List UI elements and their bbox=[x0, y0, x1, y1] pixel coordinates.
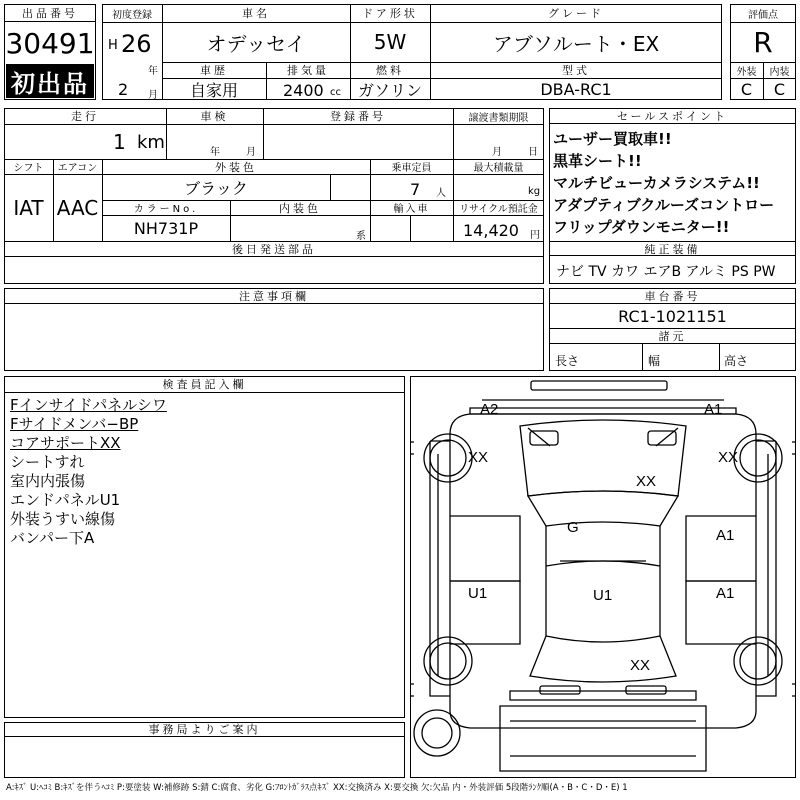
inspector-note: バンパー下A bbox=[10, 529, 95, 547]
damage-mark: XX bbox=[718, 449, 739, 466]
later-parts-label: 後日発送部品 bbox=[232, 242, 316, 256]
aircon-label: エアコン bbox=[57, 163, 98, 174]
recycle-unit: 円 bbox=[530, 230, 540, 241]
fuel-label: 燃料 bbox=[376, 64, 404, 77]
registration-number-label: 登録番号 bbox=[330, 110, 386, 123]
inspector-note: エンドパネルU1 bbox=[10, 491, 121, 509]
exterior-color: ブラック bbox=[184, 178, 248, 198]
mileage: 1 bbox=[113, 130, 126, 154]
equipment-label: 純正装備 bbox=[549, 241, 796, 256]
registration-month: 2 bbox=[118, 80, 129, 99]
max-load-unit: kg bbox=[528, 186, 541, 197]
era-mark: H bbox=[108, 38, 118, 53]
lot-number-label: 出品番号 bbox=[4, 4, 96, 22]
month-unit: 月 bbox=[148, 90, 158, 101]
displacement-label: 排気量 bbox=[287, 64, 329, 77]
mileage-label: 走行 bbox=[71, 110, 99, 123]
sales-point: 黒革シート!! bbox=[553, 152, 642, 170]
exterior-grade: C bbox=[740, 79, 753, 99]
color-number-label: カラーNo. bbox=[133, 204, 199, 215]
door-type: 5W bbox=[373, 30, 407, 54]
transfer-day-unit: 日 bbox=[528, 147, 538, 158]
interior-color-unit: 系 bbox=[356, 231, 366, 242]
inspection-year-unit: 年 bbox=[210, 147, 220, 158]
caution-label: 注意事項欄 bbox=[4, 288, 544, 304]
damage-mark: XX bbox=[468, 449, 489, 466]
score-label: 評価点 bbox=[748, 9, 778, 21]
aircon: AAC bbox=[56, 195, 99, 220]
specs-label: 諸元 bbox=[549, 328, 796, 344]
model-code: DBA-RC1 bbox=[540, 79, 612, 99]
door-type-label: ドア形状 bbox=[362, 7, 418, 20]
damage-mark: A2 bbox=[480, 401, 499, 418]
history-label: 車歴 bbox=[200, 64, 228, 77]
sales-point: フリップダウンモニター!! bbox=[553, 218, 730, 236]
height-label: 高さ bbox=[724, 354, 749, 368]
import-label: 輸入車 bbox=[393, 204, 430, 215]
legend-footer: A:ｷｽﾞ U:ﾍｺﾐ B:ｷｽﾞを伴うﾍｺﾐ P:要塗装 W:補修跡 S:錆 C:腐食、劣化 G:ﾌﾛﾝﾄｶﾞﾗｽ点ｷｽﾞ XX:交換済み X:要交換 欠:欠品 内・外装評価 5段階ﾗﾝｸ順(A・B・C・D・E) 1 bbox=[6, 783, 628, 793]
damage-mark: A1 bbox=[704, 401, 723, 418]
first-registration-label: 初度登録 bbox=[112, 9, 152, 21]
car-name: オデッセイ bbox=[206, 31, 306, 56]
recycle-deposit: 14,420 bbox=[463, 221, 519, 240]
max-load-label: 最大積載量 bbox=[473, 163, 524, 174]
seats-unit: 人 bbox=[436, 188, 446, 199]
inspection-month-unit: 月 bbox=[246, 147, 256, 158]
exterior-color-label: 外装色 bbox=[215, 160, 257, 174]
year-unit: 年 bbox=[148, 66, 158, 77]
mileage-unit: km bbox=[137, 132, 165, 153]
interior-color-label: 内装色 bbox=[279, 201, 321, 215]
car-name-label: 車名 bbox=[242, 7, 270, 20]
grade: アブソルート・EX bbox=[492, 31, 660, 56]
fuel: ガソリン bbox=[357, 80, 422, 100]
transfer-month-unit: 月 bbox=[492, 147, 502, 158]
inspector-note: 室内内張傷 bbox=[10, 472, 86, 490]
shift-label: シフト bbox=[13, 163, 44, 174]
inspector-notes-label: 検査員記入欄 bbox=[4, 376, 405, 393]
exterior-label: 外装 bbox=[736, 66, 757, 78]
sales-point: マルチビューカメラシステム!! bbox=[553, 174, 760, 192]
seats-label: 乗車定員 bbox=[391, 163, 432, 174]
damage-mark: XX bbox=[636, 473, 657, 490]
interior-grade: C bbox=[773, 79, 786, 99]
inspector-note: 外装うすい線傷 bbox=[10, 510, 116, 528]
inspector-notes-list bbox=[10, 396, 167, 548]
inspector-note: コアサポートXX bbox=[10, 434, 121, 452]
color-number: NH731P bbox=[133, 218, 199, 238]
model-code-label: 型式 bbox=[562, 64, 590, 77]
seats: 7 bbox=[410, 180, 421, 199]
chassis-number-label: 車台番号 bbox=[549, 288, 796, 304]
sales-points-label: セールスポイント bbox=[549, 108, 796, 124]
sales-point: アダプティブクルーズコントロー bbox=[553, 196, 775, 214]
office-notice-label: 事務局よりご案内 bbox=[4, 722, 405, 737]
chassis-number: RC1-1021151 bbox=[618, 306, 727, 326]
length-label: 長さ bbox=[555, 354, 580, 368]
recycle-deposit-label: リサイクル預託金 bbox=[459, 204, 538, 215]
inspector-note: シートすれ bbox=[10, 453, 85, 471]
transfer-deadline-label: 譲渡書類期限 bbox=[468, 112, 529, 124]
interior-label: 内装 bbox=[769, 66, 790, 78]
grade-label: グレード bbox=[548, 7, 604, 20]
sales-points-list bbox=[553, 128, 774, 238]
displacement-unit: cc bbox=[330, 87, 341, 98]
damage-mark: U1 bbox=[593, 587, 613, 604]
shift: IAT bbox=[13, 195, 44, 220]
sales-point: ユーザー買取車!! bbox=[553, 130, 672, 148]
car-diagram bbox=[410, 376, 796, 778]
equipment-items: ナビ TV カワ エアB アルミ PS PW bbox=[556, 264, 776, 280]
history: 自家用 bbox=[189, 80, 238, 100]
damage-mark: A1 bbox=[716, 527, 735, 544]
inspection-label: 車検 bbox=[200, 110, 229, 123]
damage-mark: A1 bbox=[716, 585, 735, 602]
first-listing-badge: 初出品 bbox=[6, 64, 94, 98]
damage-mark: G bbox=[567, 519, 579, 536]
displacement: 2400 bbox=[283, 81, 324, 100]
lot-number: 30491 bbox=[5, 26, 95, 60]
damage-mark: U1 bbox=[468, 585, 488, 602]
registration-year: 26 bbox=[121, 30, 152, 58]
damage-mark: XX bbox=[630, 657, 651, 674]
inspector-note: Fインサイドパネルシワ bbox=[10, 396, 167, 414]
score: R bbox=[753, 25, 773, 59]
width-label: 幅 bbox=[648, 354, 661, 368]
inspector-note: Fサイドメンバ−BP bbox=[10, 415, 139, 433]
